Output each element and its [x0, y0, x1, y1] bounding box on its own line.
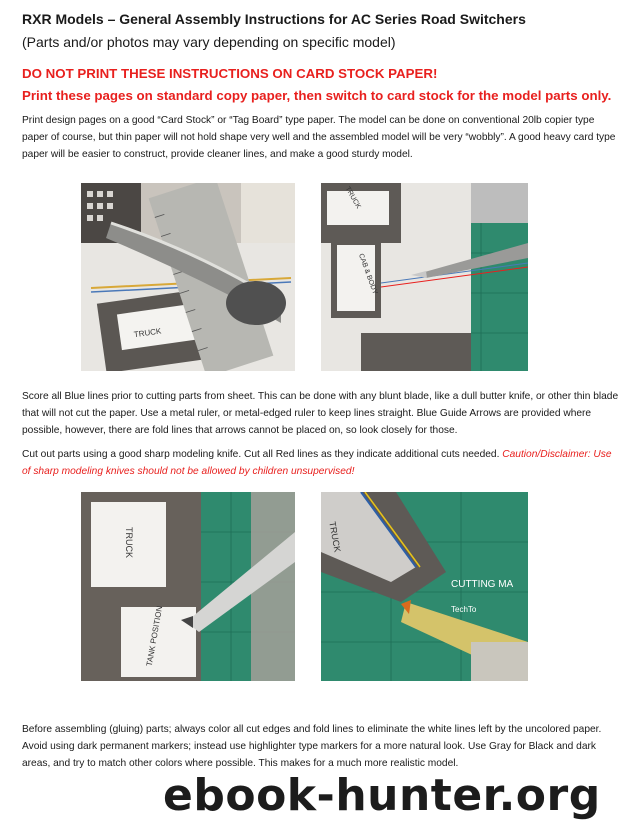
- caution-disclaimer: Caution/Disclaimer: Use of sharp modeling knives should not be allowed by children unsupervised!: [22, 449, 612, 477]
- photo-label-truck-2: TRUCK: [343, 185, 362, 211]
- warning-line-2: Print these pages on standard copy paper, then switch to card stock for the model parts only.: [22, 88, 612, 103]
- photo-label-truck-3: TRUCK: [124, 527, 134, 558]
- watermark: ebook-hunter.org: [163, 770, 601, 821]
- mat-text-techto: TechTo: [451, 605, 477, 614]
- photo-cutting-knife: [321, 183, 528, 371]
- page-subtitle: (Parts and/or photos may vary depending on specific model): [22, 34, 396, 50]
- mat-text-cutting: CUTTING MA: [451, 579, 514, 590]
- photo-label-tank-position: TANK POSITION: [144, 605, 165, 667]
- paragraph-cut-parts: [22, 446, 622, 480]
- warning-line-1: DO NOT PRINT THESE INSTRUCTIONS ON CARD STOCK PAPER!: [22, 66, 438, 81]
- paragraph-color-edges: Before assembling (gluing) parts; always color all cut edges and fold lines to eliminate the white lines left by the uncolored paper. Avoid using dark permanent markers; instead use highlighter type markers for a more natural look. Use Gray for Black and dark areas, and try to match other colors where possible. This makes for a much more realistic model.: [22, 724, 602, 769]
- photo-label-truck-1: TRUCK: [133, 326, 162, 340]
- paragraph-cut-parts-text: Cut out parts using a good sharp modeling knife. Cut all Red lines as they indicate additional cuts needed.: [22, 449, 500, 460]
- photo-label-truck-4: TRUCK: [327, 520, 343, 554]
- photo-coloring-yellow: [321, 492, 528, 681]
- photo-coloring-truck: [81, 492, 295, 681]
- paragraph-score-blue-lines: Score all Blue lines prior to cutting parts from sheet. This can be done with any blunt blade, like a dull butter knife, or other thin blade that will not cut the paper. Use a metal ruler, or metal-edged ruler to keep lines straight. Blue Guide Arrows are provided where possible, however, there are fold lines that arrows cannot be placed on, so look closely for those.: [22, 391, 619, 436]
- photo-scoring-knife: [81, 183, 295, 371]
- paragraph-card-stock: Print design pages on a good “Card Stock” or “Tag Board” type paper. The model can be done on conventional 20lb copier type paper of course, but thin paper will not hold shape very well and the assembled model will be very “wobbly”. A good heavy card type paper will be easier to construct, provide cleaner lines, and make a good sturdy model.: [22, 115, 616, 160]
- page-title: RXR Models – General Assembly Instructions for AC Series Road Switchers: [22, 11, 526, 27]
- photo-label-cab-body: CAB & BODY: [357, 252, 379, 296]
